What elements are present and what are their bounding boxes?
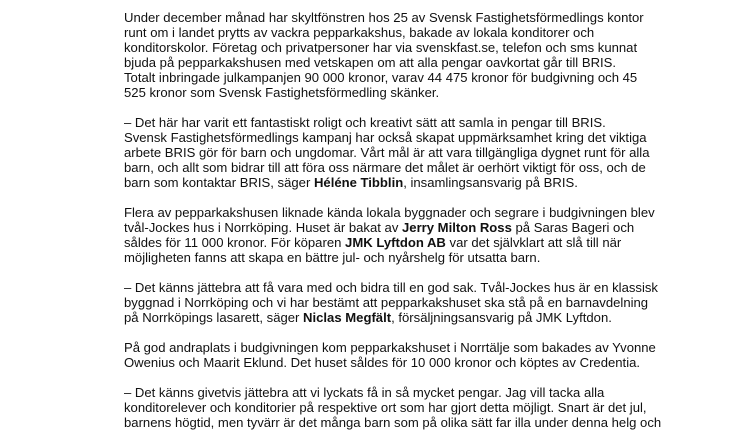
paragraph-buyer-quote	[124, 280, 658, 325]
text-line: byggnad i Norrköping och vi har bestämt att pepparkakshuset ska stå på en barnavdelning	[124, 295, 649, 310]
text-run: barn som kontaktar BRIS, säger	[124, 175, 314, 190]
text-line: Svensk Fastighetsförmedlings kampanj har också skapat uppmärksamhet kring det viktiga	[124, 130, 647, 145]
text-line: Flera av pepparkakshusen liknade kända lokala byggnader och segrare i budgivningen blev	[124, 205, 655, 220]
text-line: 525 kronor som Svensk Fastighetsförmedling skänker.	[124, 85, 440, 100]
text-line: Owenius och Maarit Eklund. Det huset såldes för 10 000 kronor och köptes av Credentia.	[124, 355, 641, 370]
person-name: Héléne Tibblin	[313, 175, 404, 190]
text-run: på Saras Bageri och	[511, 220, 635, 235]
text-line: arbete BRIS gör för barn och ungdomar. Vårt mål är att vara tillgängliga dygnet runt för alla	[124, 145, 650, 160]
text-line: konditorskolor. Företag och privatpersoner har via svenskfast.se, telefon och sms kunnat	[124, 40, 638, 55]
text-line: bjuda på pepparkakshusen med vetskapen om att alla pengar oavkortat går till BRIS.	[124, 55, 617, 70]
paragraph-bris-quote	[124, 115, 650, 190]
text-line: Totalt inbringade julkampanjen 90 000 kronor, varav 44 475 kronor för budgivning och 45	[124, 70, 638, 85]
text-line	[124, 235, 644, 250]
text-run: , försäljningsansvarig på JMK Lyftdon.	[391, 310, 612, 325]
text-line: barnens högtid, men tyvärr är det många barn som på olika sätt far illa under denna helg och	[124, 415, 662, 430]
text-line: – Det här har varit ett fantastiskt roligt och kreativt sätt att samla in pengar till BRIS.	[124, 115, 606, 130]
text-run: tvål-Jockes hus i Norrköping. Huset är bakat av	[124, 220, 402, 235]
press-release-body	[124, 10, 662, 445]
company-name: JMK Lyftdon AB	[345, 235, 446, 250]
paragraph-closing-quote	[124, 385, 662, 430]
text-run: var det självklart att slå till när	[445, 235, 622, 250]
text-line: barn, och allt som bidrar till att föra oss närmare det målet är oerhört viktigt för oss, och de	[124, 160, 646, 175]
text-line: runt om i landet prytts av vackra pepparkakshus, bakade av lokala konditorer och	[124, 25, 595, 40]
text-line: – Det känns givetvis jättebra att vi lyckats få in så mycket pengar. Jag vill tacka alla	[124, 385, 605, 400]
paragraph-auction-winner	[124, 205, 655, 265]
text-run: såldes för 11 000 kronor. För köparen	[124, 235, 346, 250]
text-line	[124, 310, 644, 325]
text-line: På god andraplats i budgivningen kom pepparkakshuset i Norrtälje som bakades av Yvonne	[124, 340, 656, 355]
person-name: Niclas Megfält	[303, 310, 392, 325]
text-line: – Det känns jättebra att få vara med och bidra till en god sak. Tvål-Jockes hus är en klassisk	[124, 280, 658, 295]
text-run: , insamlingsansvarig på BRIS.	[403, 175, 578, 190]
text-line: Under december månad har skyltfönstren hos 25 av Svensk Fastighetsförmedlings kontor	[124, 10, 644, 25]
text-line	[124, 175, 644, 190]
text-line: konditorelever och konditorier på respektive ort som har gjort detta möjligt. Snart är det jul,	[124, 400, 647, 415]
paragraph-intro	[124, 10, 644, 100]
text-line: möjligheten fanns att skapa en bättre jul- och nyårshelg för utsatta barn.	[124, 250, 541, 265]
text-line	[124, 220, 644, 235]
text-run: på Norrköpings lasarett, säger	[124, 310, 304, 325]
person-name: Jerry Milton Ross	[402, 220, 512, 235]
paragraph-second-place	[124, 340, 656, 370]
